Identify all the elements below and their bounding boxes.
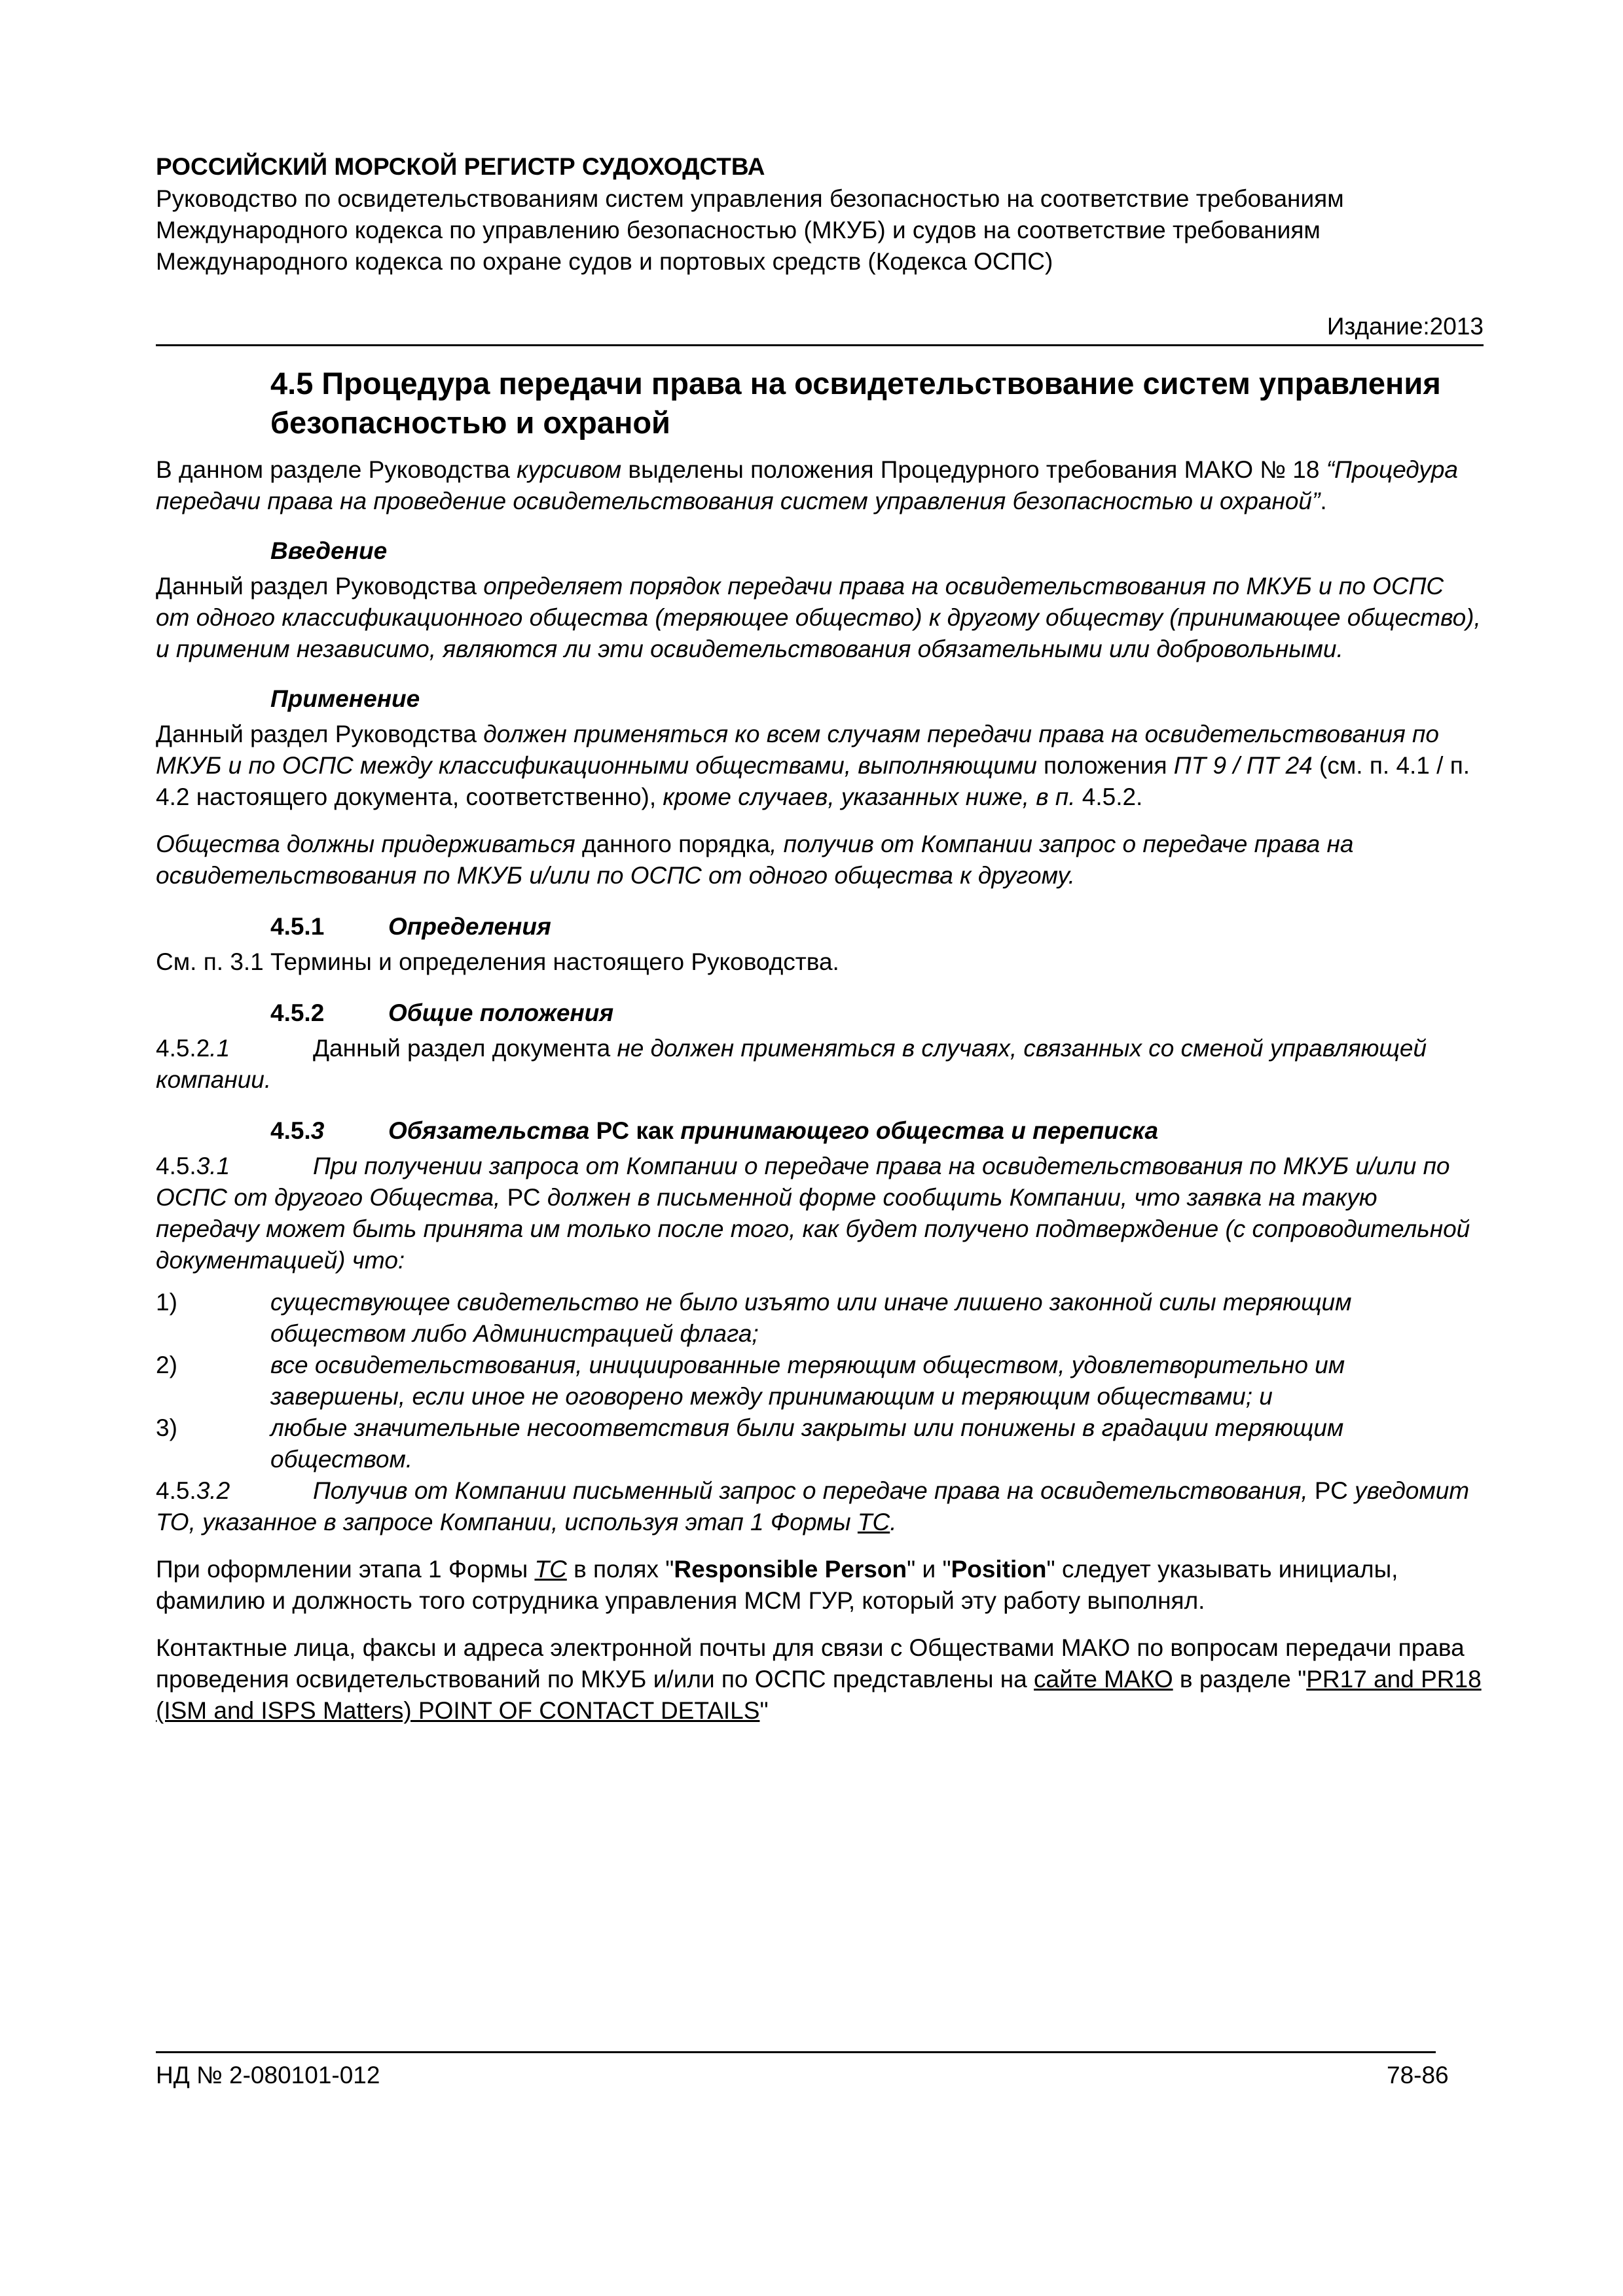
paragraph-4-5-2-1	[156, 1033, 1484, 1096]
footer-document-number: НД № 2-080101-012	[156, 2062, 380, 2089]
primenenie-paragraph	[156, 719, 1484, 813]
primenenie-text: Данный раздел Руководства	[156, 721, 484, 747]
conditions-list	[156, 1287, 1484, 1475]
contacts-paragraph	[156, 1632, 1484, 1727]
primenenie-p2-italic: Общества должны придерживаться	[156, 831, 575, 857]
paragraph-number	[156, 1033, 313, 1064]
heading-4-5-2	[270, 997, 1484, 1029]
section-title: 4.5 Процедура передачи права на освидетельствование систем управления безопасностью и охраной	[270, 366, 1441, 440]
paragraph-italic: При получении запроса от Компании о передаче права на освидетельствования по МКУБ и/или по ОСПС от другого Общества,	[156, 1153, 1450, 1211]
paragraph-number-b: 3.1	[196, 1153, 230, 1179]
primenenie-p2-text: данного порядка	[575, 831, 771, 857]
paragraph-number-b: .1	[210, 1035, 230, 1062]
heading-number	[270, 1115, 388, 1147]
iacs-site-link[interactable]: сайте МАКО	[1034, 1666, 1173, 1693]
heading-text-c: принимающего общества и переписка	[680, 1117, 1159, 1144]
document-body	[156, 454, 1484, 1742]
list-text: все освидетельствования, инициированные теряющим обществом, удовлетворительно им завершены, если иное не оговорено между принимающим и теряющим обществами; и	[270, 1352, 1345, 1410]
intro-paragraph	[156, 454, 1484, 517]
primenenie-ref: 4.5.2.	[1075, 783, 1143, 810]
header-organization: РОССИЙСКИЙ МОРСКОЙ РЕГИСТР СУДОХОДСТВА	[156, 153, 765, 180]
vvedenie-italic: определяет порядок передачи права на освидетельствования по МКУБ и по ОСПС от одного классификационного общества (теряющее общество) к другому обществу (принимающее общество), и применим независимо, являются ли эти освидетельствования обязательными или добровольными.	[156, 573, 1481, 662]
list-number: 1)	[156, 1289, 177, 1316]
heading-4-5-1	[270, 911, 1484, 942]
paragraph-end: .	[890, 1509, 897, 1535]
heading-text-a: Обязательства	[388, 1117, 590, 1144]
heading-primenenie: Применение	[270, 685, 420, 712]
document-page	[156, 0, 1484, 2296]
paragraph-number-b: 3.2	[196, 1477, 230, 1504]
vvedenie-text: Данный раздел Руководства	[156, 573, 484, 600]
form-tc-reference: TC	[534, 1556, 567, 1583]
contact-details-link[interactable]: PR17 and PR18 (ISM and ISPS Matters) POINT OF CONTACT DETAILS	[156, 1666, 1482, 1724]
paragraph-italic-2: должен в письменной форме сообщить Компании, что заявка на такую передачу может быть принята им только после того, как будет получено подтверждение (с сопроводительной документацией) что:	[156, 1184, 1470, 1274]
heading-text: Определения	[388, 913, 551, 940]
intro-procedure-title: “Процедура передачи права на проведение освидетельствования систем управления безопасностью и охраной”	[156, 456, 1458, 514]
intro-end: .	[1320, 488, 1327, 514]
list-item	[156, 1287, 1484, 1350]
paragraph-number	[156, 1475, 313, 1507]
header-subtitle: Руководство по освидетельствованиям систем управления безопасностью на соответствие требованиям Международного кодекса по управлению безопасностью (МКУБ) и судов на соответствие требованиям Международного кодекса по охране судов и портовых средств (Кодекса ОСПС)	[156, 185, 1344, 275]
primenenie-italic: должен применяться ко всем случаям передачи права на освидетельствования по МКУБ и по ОСПС между классификационными обществами, выполняющими	[156, 721, 1439, 779]
heading-text: Общие положения	[388, 999, 614, 1026]
contacts-text-3: "	[759, 1697, 769, 1724]
footer-page-number: 78-86	[1387, 2062, 1449, 2089]
header-edition: Издание:2013	[1326, 313, 1484, 340]
paragraph-number-a: 4.5.2	[156, 1035, 210, 1062]
paragraph-italic: Получив от Компании письменный запрос о передаче права на освидетельствования,	[313, 1477, 1308, 1504]
primenenie-italic-2: кроме случаев, указанных ниже, в п.	[663, 783, 1076, 810]
contacts-text-2: в разделе "	[1173, 1666, 1307, 1693]
list-item	[156, 1412, 1484, 1475]
definitions-paragraph: См. п. 3.1 Термины и определения настоящего Руководства.	[156, 948, 839, 975]
primenenie-pt-ref: ПТ 9 / ПТ 24	[1173, 752, 1313, 779]
form-note-paragraph	[156, 1554, 1484, 1617]
heading-vvedenie: Введение	[270, 537, 388, 564]
intro-italic-word: курсивом	[517, 456, 622, 483]
form-note-text: При оформлении этапа 1 Формы	[156, 1556, 535, 1583]
paragraph-4-5-3-2	[156, 1475, 1484, 1538]
paragraph-text: Данный раздел документа	[313, 1035, 617, 1062]
list-text: существующее свидетельство не было изъято или иначе лишено законной силы теряющим обществом либо Администрацией флага;	[270, 1289, 1352, 1347]
paragraph-4-5-3-1	[156, 1151, 1484, 1276]
intro-text-2: выделены положения Процедурного требования МАКО № 18	[621, 456, 1326, 483]
heading-number: 4.5.2	[270, 999, 325, 1026]
intro-text: В данном разделе Руководства	[156, 456, 517, 483]
field-position: Position	[951, 1556, 1047, 1583]
heading-4-5-3	[270, 1115, 1484, 1147]
footer-divider	[156, 2051, 1436, 2053]
heading-text-b: РС как	[589, 1117, 681, 1144]
list-number: 3)	[156, 1414, 177, 1441]
paragraph-italic: не должен применяться в случаях, связанных со сменой управляющей компании.	[156, 1035, 1427, 1093]
primenenie-paragraph-2	[156, 829, 1484, 891]
heading-number-b: 3	[310, 1117, 325, 1144]
paragraph-number-a: 4.5.	[156, 1153, 196, 1179]
paragraph-italic-2: уведомит ТО, указанное в запросе Компании, используя этап 1 Формы	[156, 1477, 1470, 1535]
form-note-text-3: " и "	[907, 1556, 951, 1583]
paragraph-text: РС	[1307, 1477, 1355, 1504]
vvedenie-paragraph	[156, 571, 1484, 665]
paragraph-text: РС	[500, 1184, 547, 1211]
heading-number-a: 4.5.	[270, 1117, 311, 1144]
heading-number: 4.5.1	[270, 913, 325, 940]
form-tc-reference: TC	[857, 1509, 890, 1535]
field-responsible-person: Responsible Person	[674, 1556, 907, 1583]
primenenie-text-2: положения	[1036, 752, 1174, 779]
form-note-text-4: " следует указывать инициалы, фамилию и должность того сотрудника управления МСМ ГУР, который эту работу выполнял.	[156, 1556, 1398, 1614]
paragraph-number	[156, 1151, 313, 1182]
list-item	[156, 1350, 1484, 1412]
paragraph-number-a: 4.5.	[156, 1477, 196, 1504]
primenenie-p2-italic-2: , получив от Компании запрос о передаче права на освидетельствования по МКУБ и/или по ОСПС от одного общества к другому.	[156, 831, 1354, 889]
list-number: 2)	[156, 1352, 177, 1378]
primenenie-text-3: (см. п. 4.1 / п. 4.2 настоящего документа, соответственно),	[156, 752, 1470, 810]
list-text: любые значительные несоответствия были закрыты или понижены в градации теряющим обществом.	[270, 1414, 1344, 1473]
contacts-text: Контактные лица, факсы и адреса электронной почты для связи с Обществами МАКО по вопросам передачи права проведения освидетельствований по МКУБ и/или по ОСПС представлены на	[156, 1634, 1465, 1693]
header-divider	[156, 344, 1484, 346]
form-note-text-2: в полях "	[566, 1556, 674, 1583]
